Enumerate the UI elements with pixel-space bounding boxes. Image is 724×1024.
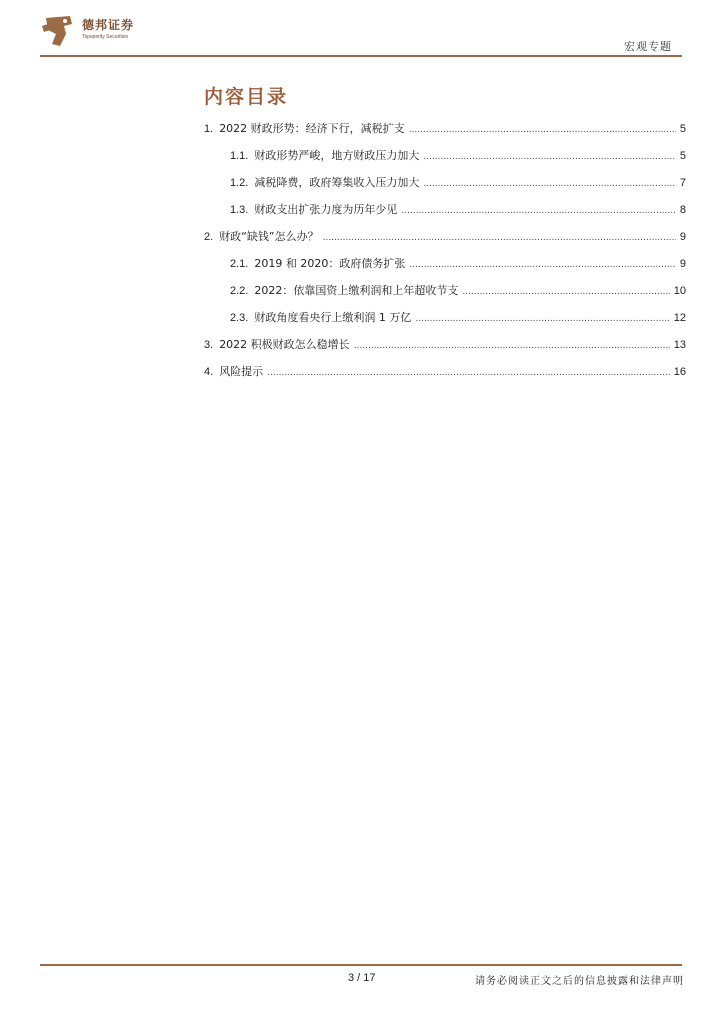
- toc-item[interactable]: [204, 199, 686, 226]
- toc-item-number: 1.1.: [230, 150, 249, 162]
- toc-item[interactable]: [204, 334, 686, 361]
- brand-name: 德邦证券: [82, 18, 135, 32]
- toc-item-page: 9: [679, 231, 686, 243]
- toc-item-text: 2019 和 2020：政府债务扩张: [254, 257, 406, 270]
- page-header: [0, 0, 724, 60]
- toc-item-page: 9: [679, 258, 686, 270]
- footer-divider: [40, 964, 682, 966]
- brand-subtitle: Topsperity Securities: [82, 34, 129, 40]
- toc-leader: [415, 308, 669, 330]
- toc-item-text: 减税降费，政府筹集收入压力加大: [254, 176, 420, 189]
- toc-item[interactable]: [204, 253, 686, 280]
- toc-item-page: 10: [673, 285, 686, 297]
- toc-item-number: 2.1.: [230, 258, 249, 270]
- toc-item-text: 2022：依靠国资上缴利润和上年超收节支: [254, 284, 459, 297]
- toc-item-number: 4.: [204, 366, 214, 378]
- toc-item[interactable]: [204, 172, 686, 199]
- toc-item-text: 财政形势严峻，地方财政压力加大: [254, 149, 420, 162]
- toc-item[interactable]: [204, 307, 686, 334]
- toc-leader: [423, 173, 676, 195]
- page-number: 3 / 17: [348, 972, 376, 984]
- toc-item-text: 财政支出扩张力度为历年少见: [254, 203, 398, 216]
- toc-leader: [354, 335, 670, 357]
- toc-item-page: 5: [679, 123, 686, 135]
- table-of-contents: [204, 118, 686, 388]
- toc-item-page: 16: [673, 366, 686, 378]
- toc-leader: [267, 362, 670, 384]
- toc-item-number: 1.3.: [230, 204, 249, 216]
- toc-leader: [323, 227, 676, 249]
- toc-item-text: 2022 财政形势：经济下行，减税扩支: [219, 122, 405, 135]
- toc-leader: [462, 281, 669, 303]
- toc-item-number: 1.2.: [230, 177, 249, 189]
- toc-item[interactable]: [204, 280, 686, 307]
- toc-item-number: 1.: [204, 123, 214, 135]
- toc-item-page: 13: [673, 339, 686, 351]
- document-type: 宏观专题: [624, 40, 672, 53]
- toc-item-text: 财政角度看央行上缴利润 1 万亿: [254, 311, 412, 324]
- toc-item[interactable]: [204, 361, 686, 388]
- toc-leader: [409, 254, 676, 276]
- toc-item[interactable]: [204, 118, 686, 145]
- toc-item-number: 3.: [204, 339, 214, 351]
- toc-leader: [409, 119, 676, 141]
- toc-item-text: 2022 积极财政怎么稳增长: [219, 338, 350, 351]
- toc-item-page: 5: [679, 150, 686, 162]
- toc-item-page: 8: [679, 204, 686, 216]
- toc-item-text: 财政“缺钱”怎么办？: [219, 230, 319, 243]
- toc-item-number: 2.: [204, 231, 214, 243]
- toc-leader: [423, 146, 676, 168]
- company-logo-icon: [40, 14, 76, 48]
- toc-leader: [401, 200, 676, 222]
- toc-item[interactable]: [204, 226, 686, 253]
- toc-item[interactable]: [204, 145, 686, 172]
- toc-title: 内容目录: [204, 86, 289, 108]
- toc-item-page: 7: [679, 177, 686, 189]
- toc-item-text: 风险提示: [219, 365, 264, 378]
- toc-item-number: 2.3.: [230, 312, 249, 324]
- toc-item-page: 12: [673, 312, 686, 324]
- footer-disclaimer: 请务必阅读正文之后的信息披露和法律声明: [475, 976, 684, 987]
- toc-item-number: 2.2.: [230, 285, 249, 297]
- header-divider: [40, 55, 682, 57]
